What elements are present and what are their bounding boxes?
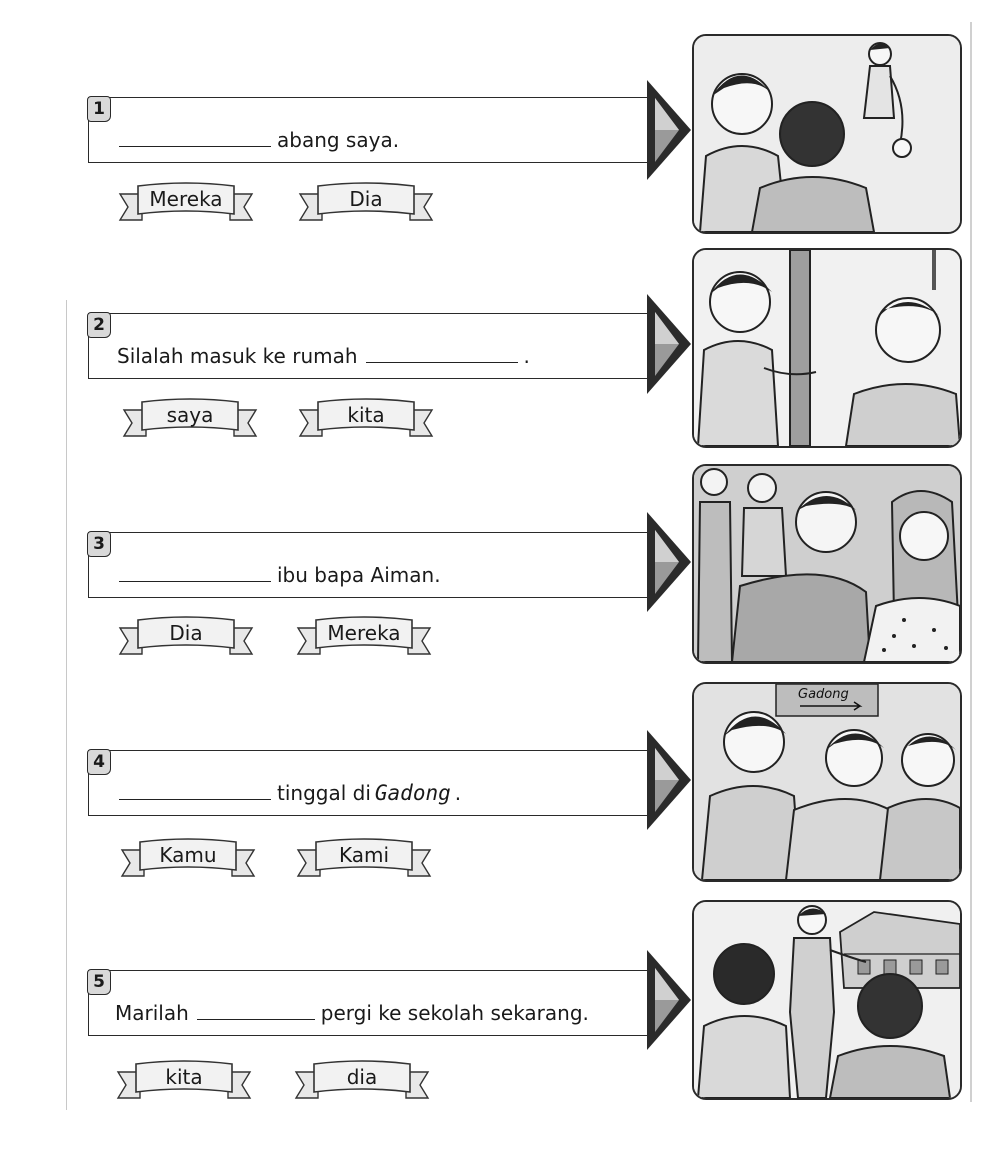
parents-meeting-icon <box>694 466 960 662</box>
option-label: Dia <box>349 187 383 211</box>
option-label: Kami <box>338 843 390 867</box>
question-number: 5 <box>87 969 111 995</box>
option-label: Dia <box>169 621 203 645</box>
sentence-text: abang saya. <box>277 128 400 152</box>
option-saya[interactable] <box>122 396 258 442</box>
option-label: kita <box>165 1065 203 1089</box>
sentence-end: . <box>454 781 462 805</box>
illustration-panel <box>692 248 962 448</box>
sign-label: Gadong <box>798 687 849 702</box>
question-box <box>88 532 647 598</box>
sentence-text: ibu bapa Aiman. <box>277 563 441 587</box>
option-kita[interactable] <box>298 396 434 442</box>
answer-blank[interactable] <box>119 783 271 800</box>
pointer-arrow-icon <box>645 948 693 1052</box>
option-kami[interactable] <box>296 836 432 882</box>
answer-blank[interactable] <box>197 1003 315 1020</box>
option-label: Kamu <box>159 843 217 867</box>
illustration-panel <box>692 900 962 1100</box>
sentence-text: Marilah <box>115 1001 189 1025</box>
question-sentence <box>117 344 530 368</box>
option-dia[interactable] <box>118 614 254 660</box>
boys-going-to-school-icon <box>694 902 960 1098</box>
boy-at-door-icon <box>694 250 960 446</box>
sentence-end: . <box>523 344 530 368</box>
option-label: Mereka <box>149 187 223 211</box>
option-dia[interactable] <box>294 1058 430 1104</box>
pointer-arrow-icon <box>645 728 693 832</box>
sentence-text: pergi ke sekolah sekarang. <box>320 1001 589 1025</box>
question-number: 4 <box>87 749 111 775</box>
option-kita[interactable] <box>116 1058 252 1104</box>
pointer-arrow-icon <box>645 292 693 396</box>
pointer-arrow-icon <box>645 510 693 614</box>
place-name: Gadong <box>374 781 451 805</box>
sentence-text: Silalah masuk ke rumah <box>117 344 358 368</box>
option-label: dia <box>346 1065 378 1089</box>
option-kamu[interactable] <box>120 836 256 882</box>
illustration-panel <box>692 464 962 664</box>
answer-blank[interactable] <box>366 346 518 363</box>
option-mereka[interactable] <box>296 614 432 660</box>
option-label: kita <box>347 403 385 427</box>
question-box <box>88 970 647 1036</box>
question-sentence <box>117 563 441 587</box>
question-box <box>88 750 647 816</box>
page-margin-line <box>66 300 67 1110</box>
question-number: 2 <box>87 312 111 338</box>
question-number: 1 <box>87 96 111 122</box>
option-label: Mereka <box>327 621 401 645</box>
sentence-text: tinggal di <box>277 781 371 805</box>
option-label: saya <box>166 403 214 427</box>
question-number: 3 <box>87 531 111 557</box>
question-box <box>88 313 647 379</box>
question-sentence <box>115 1001 589 1025</box>
three-boys-sign-icon <box>694 684 960 880</box>
answer-blank[interactable] <box>119 565 271 582</box>
question-sentence <box>117 781 461 805</box>
illustration-panel <box>692 682 962 882</box>
